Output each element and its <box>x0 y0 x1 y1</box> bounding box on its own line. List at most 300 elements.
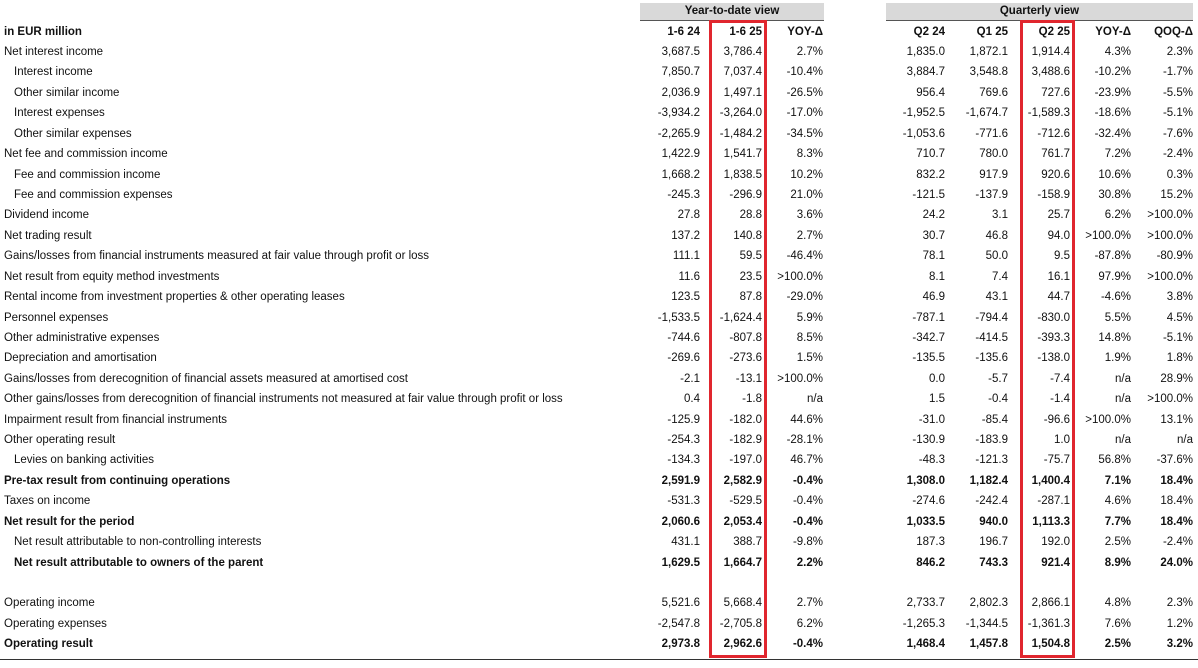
cell-q2-25: -138.0 <box>1037 352 1070 365</box>
cell-1-6-25: 388.7 <box>733 536 762 549</box>
table-row <box>0 62 1198 82</box>
cell-q2-25: -1.4 <box>1050 393 1070 406</box>
cell-ytd-yoy: 2.2% <box>796 556 823 569</box>
cell-q-yoy: >100.0% <box>1085 413 1131 426</box>
cell-q1-25: -121.3 <box>975 454 1008 467</box>
cell-ytd-yoy: 10.2% <box>790 168 823 181</box>
table-row <box>0 308 1198 328</box>
cell-q2-24: 30.7 <box>922 229 945 242</box>
cell-q1-25: -242.4 <box>975 495 1008 508</box>
cell-1-6-25: 2,582.9 <box>723 474 762 487</box>
cell-1-6-24: -269.6 <box>667 352 700 365</box>
cell-1-6-24: 3,687.5 <box>661 46 700 58</box>
col-header-q2-24: Q2 24 <box>913 26 945 38</box>
cell-ytd-yoy: -0.4% <box>792 638 823 651</box>
cell-1-6-25: -296.9 <box>729 188 762 201</box>
row-label: Net result for the period <box>4 515 135 528</box>
table-row <box>0 328 1198 348</box>
table-row <box>0 369 1198 389</box>
cell-q-yoy: n/a <box>1115 393 1131 406</box>
cell-q-yoy: 56.8% <box>1098 454 1131 467</box>
cell-qoq: >100.0% <box>1147 270 1193 283</box>
cell-q-yoy: 10.6% <box>1098 168 1131 181</box>
table-row <box>0 410 1198 430</box>
cell-1-6-25: 59.5 <box>739 250 762 263</box>
cell-1-6-25: 1,497.1 <box>723 86 762 99</box>
cell-q-yoy: 5.5% <box>1104 311 1131 324</box>
cell-ytd-yoy: -10.4% <box>786 66 823 79</box>
cell-q2-25: -75.7 <box>1043 454 1070 467</box>
cell-q2-24: 1,308.0 <box>906 474 945 487</box>
cell-q2-25: 1,113.3 <box>1032 515 1070 528</box>
row-label: Net fee and commission income <box>4 148 168 161</box>
column-header-row <box>0 22 1198 42</box>
cell-q2-25: 25.7 <box>1047 209 1070 222</box>
table-row <box>0 389 1198 409</box>
cell-1-6-24: -2,547.8 <box>657 617 700 630</box>
cell-q1-25: -85.4 <box>981 413 1008 426</box>
cell-ytd-yoy: 6.2% <box>796 617 823 630</box>
cell-q1-25: -771.6 <box>975 127 1008 140</box>
cell-ytd-yoy: 46.7% <box>790 454 823 467</box>
cell-q2-24: 846.2 <box>916 556 945 569</box>
cell-1-6-25: 1,838.5 <box>723 168 762 181</box>
cell-q-yoy: -4.6% <box>1100 291 1131 303</box>
table-row <box>0 165 1198 185</box>
cell-ytd-yoy: 8.3% <box>796 148 823 161</box>
cell-1-6-25: -807.8 <box>729 331 762 344</box>
cell-qoq: 0.3% <box>1166 168 1193 181</box>
cell-q2-24: 1,468.4 <box>906 638 945 651</box>
cell-q2-25: 727.6 <box>1041 86 1070 99</box>
cell-q-yoy: >100.0% <box>1085 229 1131 242</box>
cell-q1-25: 917.9 <box>979 168 1008 181</box>
cell-q2-25: -712.6 <box>1037 127 1070 140</box>
cell-ytd-yoy: -34.5% <box>786 127 823 140</box>
cell-q1-25: 196.7 <box>979 536 1008 549</box>
table-row <box>0 103 1198 123</box>
cell-q2-25: 3,488.6 <box>1031 66 1070 79</box>
table-row <box>0 267 1198 287</box>
cell-ytd-yoy: 2.7% <box>796 46 823 58</box>
cell-q1-25: -135.6 <box>975 352 1008 365</box>
cell-1-6-24: 123.5 <box>671 291 700 303</box>
cell-1-6-24: 5,521.6 <box>661 597 700 610</box>
cell-ytd-yoy: -46.4% <box>786 250 823 263</box>
cell-qoq: 2.3% <box>1166 597 1193 610</box>
cell-q2-25: 16.1 <box>1047 270 1070 283</box>
cell-qoq: n/a <box>1177 434 1193 446</box>
cell-q2-24: 1,033.5 <box>906 515 945 528</box>
cell-q2-25: 94.0 <box>1047 229 1070 242</box>
row-label: Gains/losses from derecognition of financial assets measured at amortised cost <box>4 372 408 385</box>
unit-label: in EUR million <box>4 26 82 38</box>
cell-q2-25: 1,400.4 <box>1031 474 1070 487</box>
cell-q1-25: 2,802.3 <box>969 597 1008 610</box>
cell-1-6-24: 137.2 <box>671 229 700 242</box>
cell-q-yoy: 4.8% <box>1104 597 1131 610</box>
cell-q1-25: 780.0 <box>979 148 1008 161</box>
cell-q2-25: -1,589.3 <box>1027 107 1070 120</box>
cell-q2-25: -393.3 <box>1037 331 1070 344</box>
row-label: Net result attributable to owners of the parent <box>14 556 264 569</box>
row-label: Other gains/losses from derecognition of financial instruments not measured at fair value through profit or loss <box>4 393 563 406</box>
highlight-box-1-6-25 <box>709 20 767 658</box>
cell-ytd-yoy: >100.0% <box>777 372 823 385</box>
cell-1-6-25: -1.8 <box>742 393 762 406</box>
row-label: Other similar expenses <box>14 127 132 140</box>
cell-q2-25: 761.7 <box>1041 148 1070 161</box>
cell-ytd-yoy: -28.1% <box>786 434 823 446</box>
cell-1-6-25: 28.8 <box>739 209 762 222</box>
cell-1-6-25: -13.1 <box>735 372 762 385</box>
table-row <box>0 512 1198 532</box>
cell-q2-24: 46.9 <box>922 291 945 303</box>
cell-q2-24: 78.1 <box>922 250 945 263</box>
cell-1-6-24: -125.9 <box>667 413 700 426</box>
cell-qoq: >100.0% <box>1147 393 1193 406</box>
cell-1-6-24: 11.6 <box>678 270 700 283</box>
cell-qoq: -5.5% <box>1162 86 1193 99</box>
row-label: Net interest income <box>4 46 104 58</box>
row-label: Rental income from investment properties & other operating leases <box>4 291 345 303</box>
cell-q2-25: 1,914.4 <box>1031 46 1070 58</box>
cell-1-6-24: 27.8 <box>677 209 700 222</box>
cell-q2-24: -48.3 <box>918 454 945 467</box>
cell-q2-25: 1.0 <box>1054 434 1070 446</box>
cell-1-6-25: 5,668.4 <box>723 597 762 610</box>
cell-q1-25: 743.3 <box>979 556 1008 569</box>
cell-1-6-24: -245.3 <box>667 188 700 201</box>
cell-1-6-24: 111.1 <box>672 250 700 263</box>
cell-q2-24: -31.0 <box>918 413 945 426</box>
cell-q-yoy: n/a <box>1115 372 1131 385</box>
cell-1-6-25: 23.5 <box>739 270 762 283</box>
cell-q1-25: -1,674.7 <box>965 107 1008 120</box>
cell-q-yoy: -32.4% <box>1094 127 1131 140</box>
cell-q1-25: -5.7 <box>988 372 1008 385</box>
cell-1-6-25: -197.0 <box>729 454 762 467</box>
cell-q-yoy: 2.5% <box>1104 536 1131 549</box>
cell-qoq: 13.1% <box>1160 413 1193 426</box>
cell-q2-24: -1,053.6 <box>902 127 945 140</box>
cell-q-yoy: n/a <box>1115 434 1131 446</box>
row-label: Personnel expenses <box>4 311 109 324</box>
cell-q2-24: 2,733.7 <box>906 597 945 610</box>
cell-q2-25: 1,504.8 <box>1031 638 1070 651</box>
row-label: Operating result <box>4 638 93 651</box>
cell-q1-25: 1,457.8 <box>969 638 1008 651</box>
cell-ytd-yoy: n/a <box>807 393 823 406</box>
cell-ytd-yoy: 8.5% <box>796 331 823 344</box>
cell-qoq: 18.4% <box>1160 474 1193 487</box>
table-row <box>0 634 1198 654</box>
cell-qoq: 2.3% <box>1166 46 1193 58</box>
table-row <box>0 185 1198 205</box>
row-label: Fee and commission income <box>14 168 161 181</box>
table-row <box>0 144 1198 164</box>
col-header-q-yoy: YOY-Δ <box>1095 26 1131 38</box>
table-row <box>0 553 1198 573</box>
cell-q1-25: 3.1 <box>992 209 1008 222</box>
cell-1-6-24: -744.6 <box>667 331 700 344</box>
cell-qoq: -5.1% <box>1162 331 1193 344</box>
col-header-1-6-24: 1-6 24 <box>667 26 700 38</box>
table-row <box>0 348 1198 368</box>
table-bottom-rule <box>0 659 1198 660</box>
table-row <box>0 532 1198 552</box>
row-label: Interest income <box>14 66 93 79</box>
cell-qoq: 3.2% <box>1166 638 1193 651</box>
cell-qoq: -37.6% <box>1156 454 1193 467</box>
table-row <box>0 430 1198 450</box>
cell-1-6-24: -2.1 <box>680 372 700 385</box>
cell-ytd-yoy: -0.4% <box>792 474 823 487</box>
cell-q2-25: 192.0 <box>1041 536 1070 549</box>
cell-q-yoy: -87.8% <box>1094 250 1131 263</box>
cell-q2-24: 0.0 <box>929 372 945 385</box>
cell-1-6-25: -2,705.8 <box>719 617 762 630</box>
cell-ytd-yoy: -26.5% <box>786 86 823 99</box>
cell-q-yoy: 7.2% <box>1104 148 1131 161</box>
cell-ytd-yoy: -0.4% <box>792 495 823 508</box>
cell-ytd-yoy: 2.7% <box>796 597 823 610</box>
cell-q2-24: -787.1 <box>912 311 945 324</box>
cell-qoq: 28.9% <box>1160 372 1193 385</box>
table-row <box>0 42 1198 62</box>
cell-q2-24: -274.6 <box>912 495 945 508</box>
row-label: Levies on banking activities <box>14 454 154 467</box>
cell-q2-24: 1.5 <box>929 393 945 406</box>
cell-1-6-24: 1,422.9 <box>661 148 700 161</box>
cell-1-6-25: -1,624.4 <box>719 311 762 324</box>
cell-ytd-yoy: 44.6% <box>790 413 823 426</box>
table-row <box>0 226 1198 246</box>
cell-1-6-25: 2,053.4 <box>723 515 762 528</box>
row-label: Operating expenses <box>4 617 107 630</box>
cell-1-6-24: 7,850.7 <box>661 66 700 79</box>
cell-qoq: 15.2% <box>1160 188 1193 201</box>
cell-q-yoy: 30.8% <box>1098 188 1131 201</box>
cell-ytd-yoy: 2.7% <box>796 229 823 242</box>
cell-qoq: -2.4% <box>1162 148 1193 161</box>
cell-q2-25: -830.0 <box>1037 311 1070 324</box>
table-row <box>0 124 1198 144</box>
cell-ytd-yoy: -0.4% <box>792 515 823 528</box>
cell-q2-25: -1,361.3 <box>1027 617 1070 630</box>
cell-q1-25: 769.6 <box>979 86 1008 99</box>
cell-1-6-24: -1,533.5 <box>657 311 700 324</box>
cell-ytd-yoy: 3.6% <box>796 209 823 222</box>
cell-q2-24: 956.4 <box>916 86 945 99</box>
cell-qoq: 24.0% <box>1160 556 1193 569</box>
table-row <box>0 205 1198 225</box>
cell-qoq: 18.4% <box>1160 515 1193 528</box>
row-label: Depreciation and amortisation <box>4 352 157 365</box>
cell-1-6-24: 2,591.9 <box>661 474 700 487</box>
cell-qoq: >100.0% <box>1147 229 1193 242</box>
row-label: Net result from equity method investments <box>4 270 220 283</box>
cell-q-yoy: 14.8% <box>1098 331 1131 344</box>
cell-qoq: 1.8% <box>1166 352 1193 365</box>
row-label: Interest expenses <box>14 107 105 120</box>
row-label: Impairment result from financial instruments <box>4 413 228 426</box>
row-label: Other administrative expenses <box>4 331 160 344</box>
row-label: Operating income <box>4 597 95 610</box>
row-label: Dividend income <box>4 209 90 222</box>
cell-q2-25: 920.6 <box>1041 168 1070 181</box>
cell-qoq: >100.0% <box>1147 209 1193 222</box>
col-header-qoq: QOQ-Δ <box>1154 26 1193 38</box>
row-label: Other similar income <box>14 86 120 99</box>
cell-q1-25: -794.4 <box>975 311 1008 324</box>
cell-q1-25: -414.5 <box>975 331 1008 344</box>
cell-1-6-25: 1,664.7 <box>723 556 762 569</box>
cell-q2-24: 24.2 <box>922 209 945 222</box>
cell-q1-25: -183.9 <box>975 434 1008 446</box>
cell-1-6-25: -1,484.2 <box>719 127 762 140</box>
cell-1-6-25: -3,264.0 <box>719 107 762 120</box>
cell-1-6-24: -531.3 <box>667 495 700 508</box>
cell-q-yoy: 7.6% <box>1104 617 1131 630</box>
cell-q1-25: 3,548.8 <box>969 66 1008 79</box>
cell-q-yoy: 1.9% <box>1104 352 1131 365</box>
table-row <box>0 491 1198 511</box>
cell-q1-25: -0.4 <box>988 393 1008 406</box>
cell-q2-25: 9.5 <box>1054 250 1070 263</box>
table-row <box>0 471 1198 491</box>
cell-qoq: -80.9% <box>1156 250 1193 263</box>
cell-q-yoy: -10.2% <box>1094 66 1131 79</box>
cell-1-6-24: 1,629.5 <box>661 556 700 569</box>
cell-ytd-yoy: 21.0% <box>790 188 823 201</box>
ytd-group-header: Year-to-date view <box>640 3 824 21</box>
row-label: Gains/losses from financial instruments measured at fair value through profit or loss <box>4 250 430 263</box>
cell-q2-25: -158.9 <box>1037 188 1070 201</box>
table-row <box>0 614 1198 634</box>
col-header-q2-25: Q2 25 <box>1038 26 1070 38</box>
cell-q2-24: 187.3 <box>916 536 945 549</box>
cell-q2-24: 710.7 <box>916 148 945 161</box>
row-label: Fee and commission expenses <box>14 188 173 201</box>
cell-1-6-25: 3,786.4 <box>723 46 762 58</box>
cell-1-6-25: 7,037.4 <box>723 66 762 79</box>
col-header-1-6-25: 1-6 25 <box>729 26 762 38</box>
cell-qoq: 18.4% <box>1160 495 1193 508</box>
row-label: Other operating result <box>4 434 116 446</box>
quarterly-group-header: Quarterly view <box>886 3 1193 21</box>
cell-1-6-24: -2,265.9 <box>657 127 700 140</box>
cell-1-6-24: 2,060.6 <box>661 515 700 528</box>
col-header-ytd-yoy: YOY-Δ <box>787 26 823 38</box>
cell-q2-25: 44.7 <box>1047 291 1070 303</box>
highlight-box-q2-25 <box>1020 20 1075 658</box>
cell-1-6-24: 0.4 <box>684 393 700 406</box>
cell-qoq: -1.7% <box>1162 66 1193 79</box>
cell-ytd-yoy: 5.9% <box>796 311 823 324</box>
cell-1-6-24: -254.3 <box>667 434 700 446</box>
cell-q-yoy: 4.6% <box>1104 495 1131 508</box>
cell-q2-25: -96.6 <box>1043 413 1070 426</box>
cell-q1-25: 1,182.4 <box>969 474 1008 487</box>
table-row <box>0 593 1198 613</box>
row-label: Net trading result <box>4 229 92 242</box>
cell-ytd-yoy: >100.0% <box>777 270 823 283</box>
cell-1-6-24: 1,668.2 <box>661 168 700 181</box>
cell-1-6-25: 2,962.6 <box>723 638 762 651</box>
table-row <box>0 246 1198 266</box>
cell-1-6-25: 1,541.7 <box>723 148 762 161</box>
cell-q-yoy: 6.2% <box>1104 209 1131 222</box>
cell-qoq: -5.1% <box>1162 107 1193 120</box>
cell-q1-25: 46.8 <box>985 229 1008 242</box>
cell-q-yoy: 4.3% <box>1104 46 1131 58</box>
cell-q-yoy: -18.6% <box>1094 107 1131 120</box>
cell-q2-25: -7.4 <box>1050 372 1070 385</box>
cell-q2-24: 8.1 <box>929 270 945 283</box>
row-label: Taxes on income <box>4 495 91 508</box>
cell-q-yoy: 2.5% <box>1104 638 1131 651</box>
cell-ytd-yoy: -17.0% <box>786 107 823 120</box>
cell-1-6-24: 2,036.9 <box>661 86 700 99</box>
cell-q-yoy: 8.9% <box>1104 556 1131 569</box>
table-row <box>0 83 1198 103</box>
cell-q2-25: 2,866.1 <box>1031 597 1070 610</box>
cell-q2-24: -1,265.3 <box>902 617 945 630</box>
cell-q2-24: -342.7 <box>912 331 945 344</box>
cell-1-6-24: 2,973.8 <box>661 638 700 651</box>
cell-q1-25: 43.1 <box>985 291 1008 303</box>
cell-q1-25: 1,872.1 <box>969 46 1008 58</box>
row-label: Pre-tax result from continuing operations <box>4 474 231 487</box>
cell-1-6-25: -182.9 <box>729 434 762 446</box>
col-header-q1-25: Q1 25 <box>976 26 1008 38</box>
cell-q-yoy: 7.1% <box>1104 474 1131 487</box>
cell-q1-25: 7.4 <box>992 270 1008 283</box>
cell-q2-24: -121.5 <box>912 188 945 201</box>
cell-q2-25: 921.4 <box>1041 556 1070 569</box>
row-label: Net result attributable to non-controlling interests <box>14 536 262 549</box>
cell-1-6-25: 87.8 <box>739 291 762 303</box>
table-row <box>0 287 1198 307</box>
cell-qoq: -2.4% <box>1162 536 1193 549</box>
cell-qoq: 4.5% <box>1166 311 1193 324</box>
cell-q1-25: -137.9 <box>975 188 1008 201</box>
cell-1-6-25: -273.6 <box>729 352 762 365</box>
cell-1-6-24: -134.3 <box>667 454 700 467</box>
cell-q2-24: 832.2 <box>916 168 945 181</box>
cell-1-6-25: -529.5 <box>729 495 762 508</box>
cell-ytd-yoy: -9.8% <box>792 536 823 549</box>
cell-q2-24: -135.5 <box>912 352 945 365</box>
cell-q1-25: -1,344.5 <box>965 617 1008 630</box>
cell-ytd-yoy: 1.5% <box>796 352 823 365</box>
cell-q-yoy: 7.7% <box>1104 515 1131 528</box>
cell-ytd-yoy: -29.0% <box>786 291 823 303</box>
cell-q1-25: 940.0 <box>979 515 1008 528</box>
cell-qoq: 1.2% <box>1166 617 1193 630</box>
cell-1-6-25: 140.8 <box>733 229 762 242</box>
cell-q-yoy: 97.9% <box>1098 270 1131 283</box>
cell-q1-25: 50.0 <box>985 250 1008 263</box>
cell-qoq: -7.6% <box>1162 127 1193 140</box>
cell-q-yoy: -23.9% <box>1094 86 1131 99</box>
cell-1-6-24: -3,934.2 <box>657 107 700 120</box>
cell-q2-24: -130.9 <box>912 434 945 446</box>
cell-q2-24: 3,884.7 <box>906 66 945 79</box>
cell-q2-24: 1,835.0 <box>906 46 945 58</box>
cell-q2-25: -287.1 <box>1037 495 1070 508</box>
